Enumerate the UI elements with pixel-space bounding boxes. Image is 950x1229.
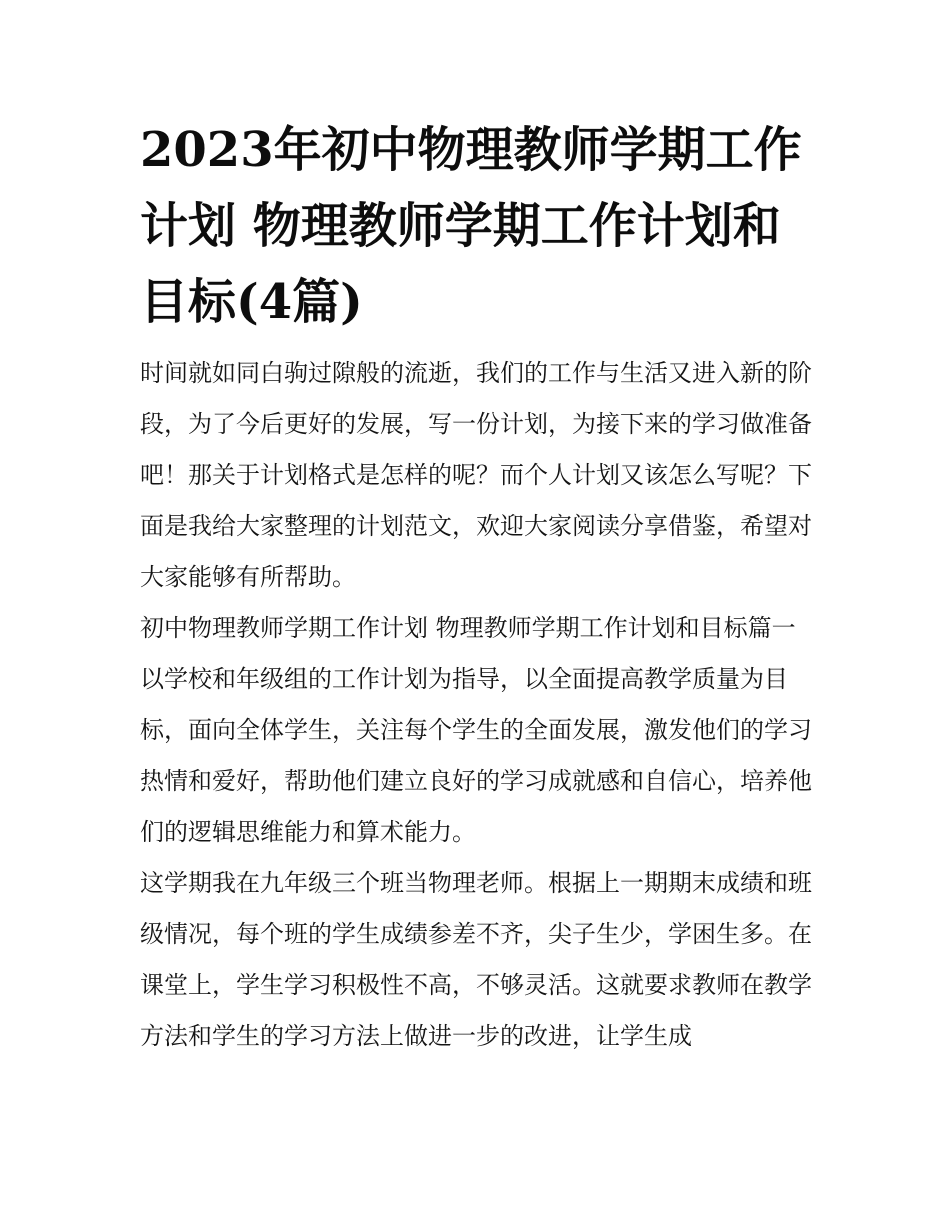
body-paragraph-2: 这学期我在九年级三个班当物理老师。根据上一期期末成绩和班级情况，每个班的学生成绩参差不齐，尖子生少，学困生多。在课堂上，学生学习积极性不高，不够灵活。这就要求教师在教学方法和学生的学习方法上做进一步的改进，让学生成: [140, 869, 812, 1050]
document-page: [140, 112, 812, 1062]
body-paragraph-1: 以学校和年级组的工作计划为指导，以全面提高教学质量为目标，面向全体学生，关注每个学生的全面发展，激发他们的学习热情和爱好，帮助他们建立良好的学习成就感和自信心，培养他们的逻辑思维能力和算术能力。: [140, 665, 812, 846]
intro-paragraph: 时间就如同白驹过隙般的流逝，我们的工作与生活又进入新的阶段，为了今后更好的发展，写一份计划，为接下来的学习做准备吧！那关于计划格式是怎样的呢？而个人计划又该怎么写呢？下面是我给大家整理的计划范文，欢迎大家阅读分享借鉴，希望对大家能够有所帮助。: [140, 359, 812, 591]
document-title: 2023年初中物理教师学期工作计划 物理教师学期工作计划和目标(4篇): [140, 122, 802, 330]
section-heading: 初中物理教师学期工作计划 物理教师学期工作计划和目标篇一: [140, 614, 796, 642]
